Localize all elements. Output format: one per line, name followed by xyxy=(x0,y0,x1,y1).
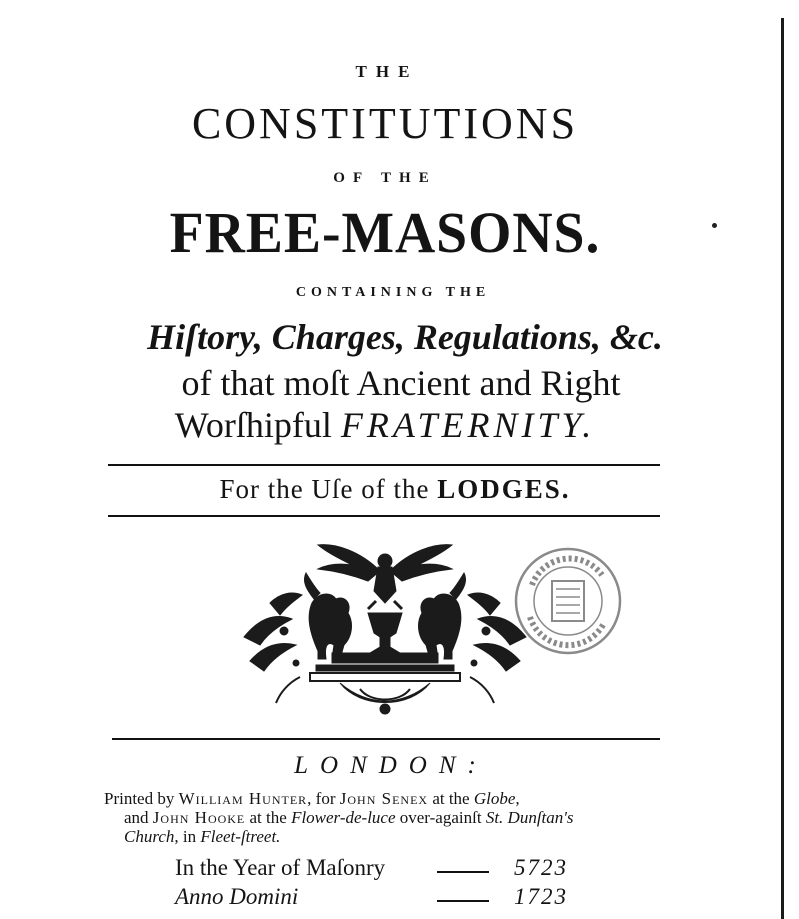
lodges: LODGES. xyxy=(437,474,571,504)
title-free-masons: FREE-MASONS. xyxy=(169,200,601,265)
urn xyxy=(368,613,402,653)
imprint-line-1 xyxy=(104,789,704,808)
imprint-city: LONDON: xyxy=(294,752,488,779)
containing-the: CONTAINING THE xyxy=(295,285,491,300)
imprint-line-3 xyxy=(124,827,724,846)
masonry-dash xyxy=(437,871,489,873)
contents-line-1: Hiſtory, Charges, Regulations, &c. xyxy=(147,317,663,357)
imprint-text: at the xyxy=(432,789,470,808)
printer-name: William Hunter xyxy=(178,789,308,808)
contents-line-3-prefix: Worſhipful xyxy=(174,405,332,445)
imprint-text: and xyxy=(124,808,149,827)
foliage-left xyxy=(244,593,302,703)
title-the: THE xyxy=(355,62,419,81)
library-stamp-icon xyxy=(512,545,624,657)
anno-domini-label: Anno Domini xyxy=(175,884,299,909)
title-constitutions: CONSTITUTIONS xyxy=(191,99,579,148)
eagle-right-wing xyxy=(390,545,452,581)
imprint-text: over-againſt xyxy=(399,808,482,827)
fraternity: FRATERNITY. xyxy=(340,405,596,445)
street-name: Fleet-ſtreet. xyxy=(200,827,281,846)
use-line xyxy=(10,474,780,505)
domini-dash xyxy=(437,900,489,902)
eagle-left-wing xyxy=(318,545,380,581)
rule-middle xyxy=(108,515,660,517)
imprint-text: , in xyxy=(174,827,197,846)
masonry-year-label: In the Year of Maſonry xyxy=(175,855,386,880)
left-lion xyxy=(309,594,351,659)
eagle-lions-ornament-icon xyxy=(240,533,530,718)
contents-line-2: of that moſt Ancient and Right xyxy=(181,363,621,403)
imprint-text: , xyxy=(515,789,520,808)
masonry-year: 5723 xyxy=(514,855,568,880)
title-of-the: OF THE xyxy=(333,170,437,186)
shop-sign-globe: Globe xyxy=(473,789,516,808)
imprint-line-2 xyxy=(124,808,724,827)
shop-sign-flower: Flower-de-luce xyxy=(291,808,396,827)
church-word: Church xyxy=(124,827,175,846)
right-lion xyxy=(419,594,461,659)
anno-domini-year: 1723 xyxy=(514,884,568,909)
rule-top xyxy=(108,464,660,466)
page-edge-rule xyxy=(781,18,784,919)
rule-bottom xyxy=(112,738,660,740)
imprint-text: Printed by xyxy=(104,789,175,808)
contents-line-3 xyxy=(0,404,770,446)
bookseller-hooke: John Hooke xyxy=(152,808,246,827)
bookseller-senex: John Senex xyxy=(339,789,429,808)
use-prefix: For the Uſe of the xyxy=(219,474,430,504)
imprint-text: , for xyxy=(307,789,336,808)
church-name: St. Dunſtan's xyxy=(485,808,574,827)
imprint-text: at the xyxy=(249,808,287,827)
